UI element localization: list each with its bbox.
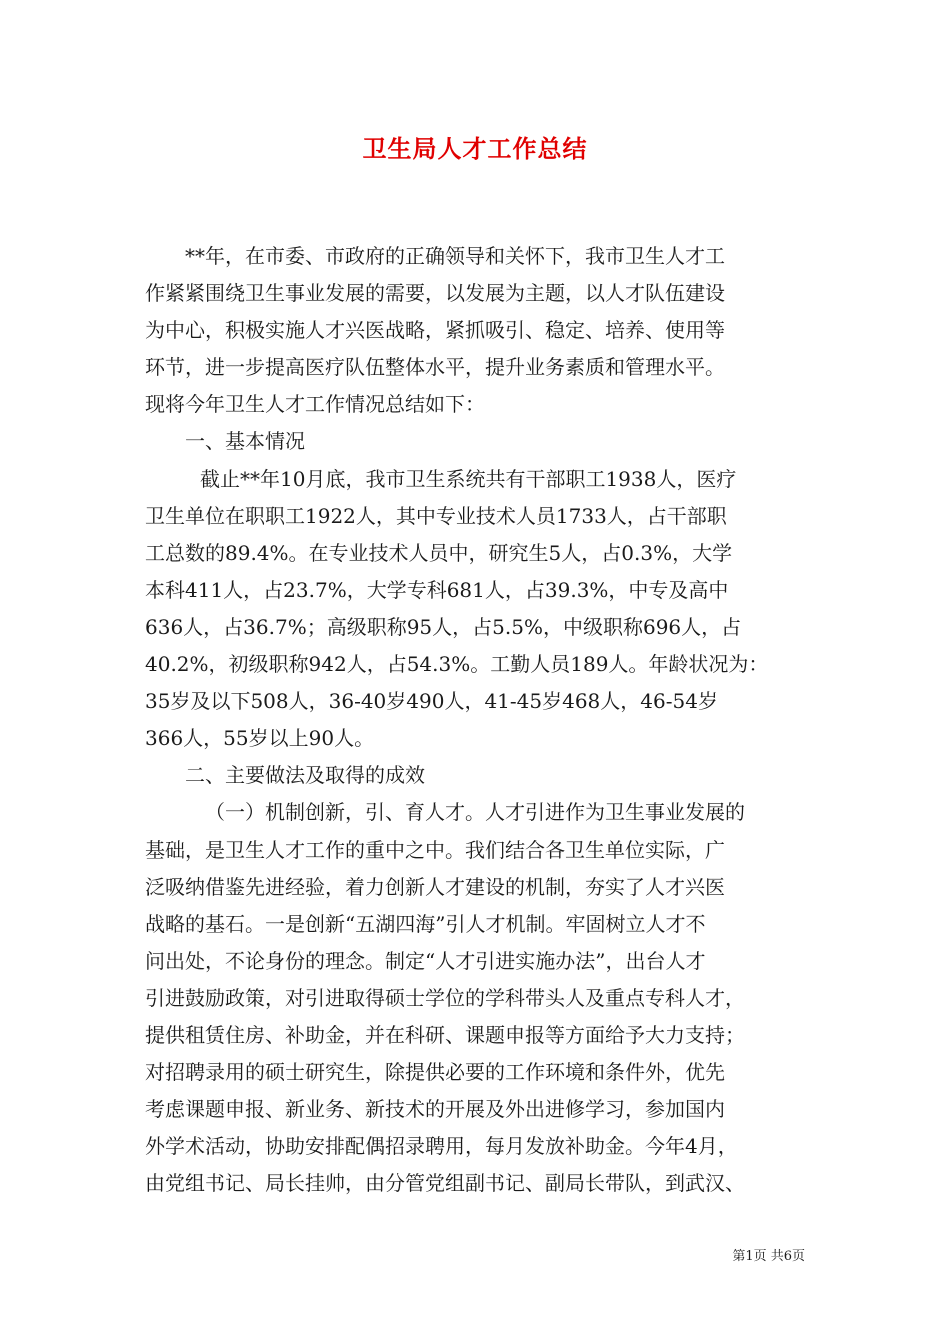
text-line: 卫生单位在职职工1922人，其中专业技术人员1733人，占干部职 [145,503,727,528]
page-number: 第1页 共6页 [732,1249,805,1264]
text-line: 35岁及以下508人，36-40岁490人，41-45岁468人，46-54岁 [145,689,718,714]
section-heading: 二、主要做法及取得的成效 [185,763,425,788]
text-line: 引进鼓励政策，对引进取得硕士学位的学科带头人及重点专科人才， [145,985,745,1010]
text-line: 截止**年10月底，我市卫生系统共有干部职工1938人，医疗 [200,466,737,491]
text-line: 本科411人，占23.7%，大学专科681人，占39.3%，中专及高中 [145,577,729,602]
text-line: 366人，55岁以上90人。 [145,726,375,751]
text-line: 636人，占36.7%；高级职称95人，占5.5%，中级职称696人，占 [145,614,742,639]
text-line: 工总数的89.4%。在专业技术人员中，研究生5人，占0.3%，大学 [145,540,733,565]
text-line: 现将今年卫生人才工作情况总结如下： [145,392,485,417]
text-line: 环节，进一步提高医疗队伍整体水平，提升业务素质和管理水平。 [145,355,725,380]
text-line: 考虑课题申报、新业务、新技术的开展及外出进修学习，参加国内 [145,1097,725,1122]
text-line: 泛吸纳借鉴先进经验，着力创新人才建设的机制，夯实了人才兴医 [145,874,725,899]
text-line: 战略的基石。一是创新“五湖四海”引人才机制。牢固树立人才不 [145,911,706,936]
text-line: （一）机制创新，引、育人才。人才引进作为卫生事业发展的 [205,800,745,825]
text-line: 问出处，不论身份的理念。制定“人才引进实施办法”，出台人才 [145,948,706,973]
text-line: 作紧紧围绕卫生事业发展的需要，以发展为主题，以人才队伍建设 [145,281,725,306]
section-heading: 一、基本情况 [185,429,305,454]
text-line: 对招聘录用的硕士研究生，除提供必要的工作环境和条件外，优先 [145,1060,725,1085]
text-line: 基础，是卫生人才工作的重中之中。我们结合各卫生单位实际，广 [145,837,725,862]
text-line: 由党组书记、局长挂帅，由分管党组副书记、副局长带队，到武汉、 [145,1171,745,1196]
text-line: **年，在市委、市政府的正确领导和关怀下，我市卫生人才工 [185,244,725,268]
text-line: 提供租赁住房、补助金，并在科研、课题申报等方面给予大力支持； [145,1022,745,1047]
document-title: 卫生局人才工作总结 [362,134,588,163]
text-line: 40.2%，初级职称942人，占54.3%。工勤人员189人。年龄状况为： [145,652,769,677]
text-line: 外学术活动，协助安排配偶招录聘用，每月发放补助金。今年4月， [145,1134,738,1159]
document-body [145,238,807,1202]
text-line: 为中心，积极实施人才兴医战略，紧抓吸引、稳定、培养、使用等 [145,318,725,343]
